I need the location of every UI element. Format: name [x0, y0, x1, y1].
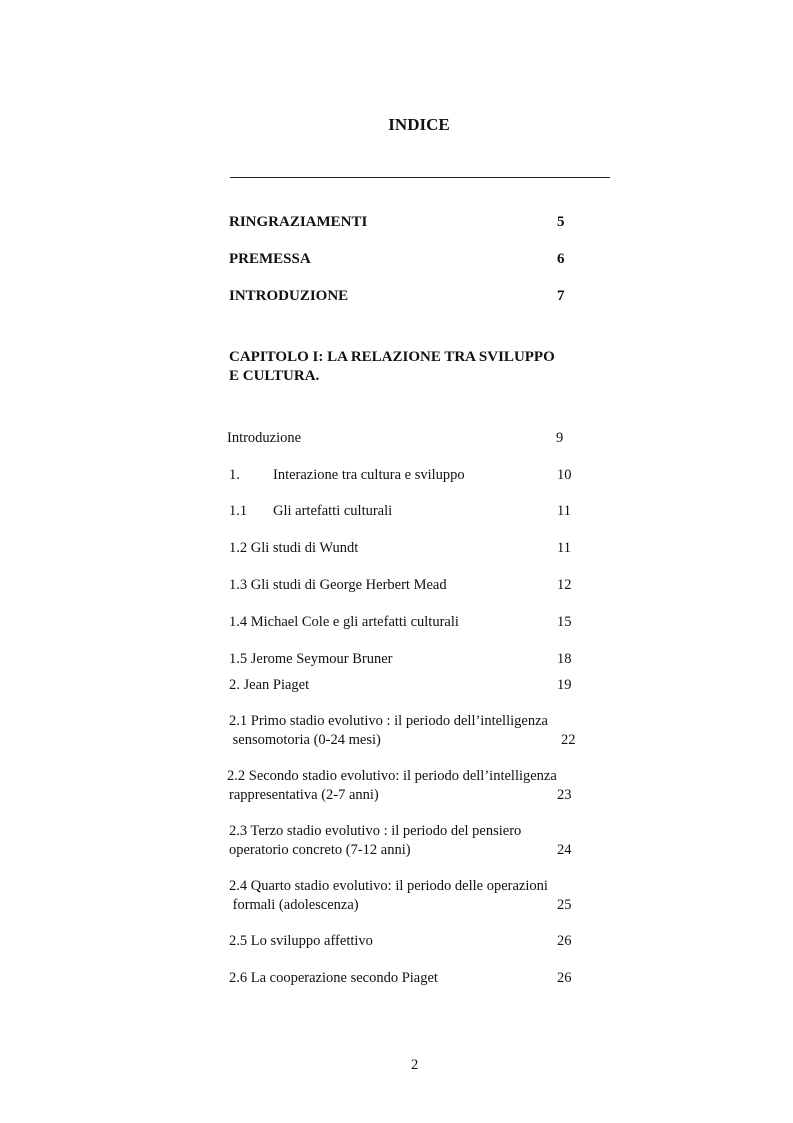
- toc-entry-page: 18: [557, 651, 572, 667]
- toc-entry-label: 1.3 Gli studi di George Herbert Mead: [229, 577, 447, 593]
- toc-entry-page: 25: [557, 897, 572, 913]
- toc-entry-label-line2: operatorio concreto (7-12 anni): [229, 842, 411, 858]
- toc-page-premessa: 6: [557, 251, 565, 267]
- toc-entry-page: 10: [557, 467, 572, 483]
- toc-entry-page: 26: [557, 933, 572, 949]
- toc-entry-label: Interazione tra cultura e sviluppo: [273, 467, 465, 483]
- toc-entry-number: 1.: [229, 467, 240, 483]
- toc-entry-label: 1.4 Michael Cole e gli artefatti culturali: [229, 614, 459, 630]
- toc-entry-label-line2: sensomotoria (0-24 mesi): [229, 732, 381, 748]
- toc-entry-page: 19: [557, 677, 572, 693]
- toc-entry-label: 1.5 Jerome Seymour Bruner: [229, 651, 393, 667]
- toc-entry-page: 15: [557, 614, 572, 630]
- toc-entry-label-line1: 2.4 Quarto stadio evolutivo: il periodo delle operazioni: [229, 878, 548, 894]
- toc-entry-label: 2. Jean Piaget: [229, 677, 310, 693]
- page-number: 2: [411, 1057, 419, 1073]
- chapter-heading-line1: CAPITOLO I: LA RELAZIONE TRA SVILUPPO: [229, 349, 555, 365]
- toc-entry-page: 11: [557, 540, 571, 556]
- toc-entry-label-line2: rappresentativa (2-7 anni): [229, 787, 379, 803]
- toc-entry-label: Gli artefatti culturali: [273, 503, 393, 519]
- toc-label-introduzione: INTRODUZIONE: [229, 288, 349, 304]
- toc-page-ringraziamenti: 5: [557, 214, 565, 230]
- toc-entry-label-line1: 2.3 Terzo stadio evolutivo : il periodo del pensiero: [229, 823, 522, 839]
- toc-entry-page: 24: [557, 842, 572, 858]
- toc-entry-page: 22: [561, 732, 576, 748]
- toc-entry-number: 1.1: [229, 503, 248, 519]
- toc-entry-label: Introduzione: [227, 430, 302, 446]
- toc-page-introduzione: 7: [557, 288, 565, 304]
- toc-label-premessa: PREMESSA: [229, 251, 311, 267]
- toc-entry-page: 26: [557, 970, 572, 986]
- toc-entry-page: 11: [557, 503, 571, 519]
- toc-entry-page: 12: [557, 577, 572, 593]
- toc-entry-page: 9: [556, 430, 564, 446]
- toc-entry-label: 2.6 La cooperazione secondo Piaget: [229, 970, 438, 986]
- page-title: INDICE: [388, 115, 450, 134]
- toc-label-ringraziamenti: RINGRAZIAMENTI: [229, 214, 368, 230]
- toc-entry-label: 1.2 Gli studi di Wundt: [229, 540, 359, 556]
- toc-entry-label-line1: 2.1 Primo stadio evolutivo : il periodo dell’intelligenza: [229, 713, 548, 729]
- toc-entry-page: 23: [557, 787, 572, 803]
- title-divider: [230, 177, 610, 178]
- chapter-heading-line2: E CULTURA.: [229, 368, 320, 384]
- toc-entry-label: 2.5 Lo sviluppo affettivo: [229, 933, 373, 949]
- toc-entry-label-line1: 2.2 Secondo stadio evolutivo: il periodo dell’intelligenza: [227, 768, 557, 784]
- toc-entry-label-line2: formali (adolescenza): [229, 897, 359, 913]
